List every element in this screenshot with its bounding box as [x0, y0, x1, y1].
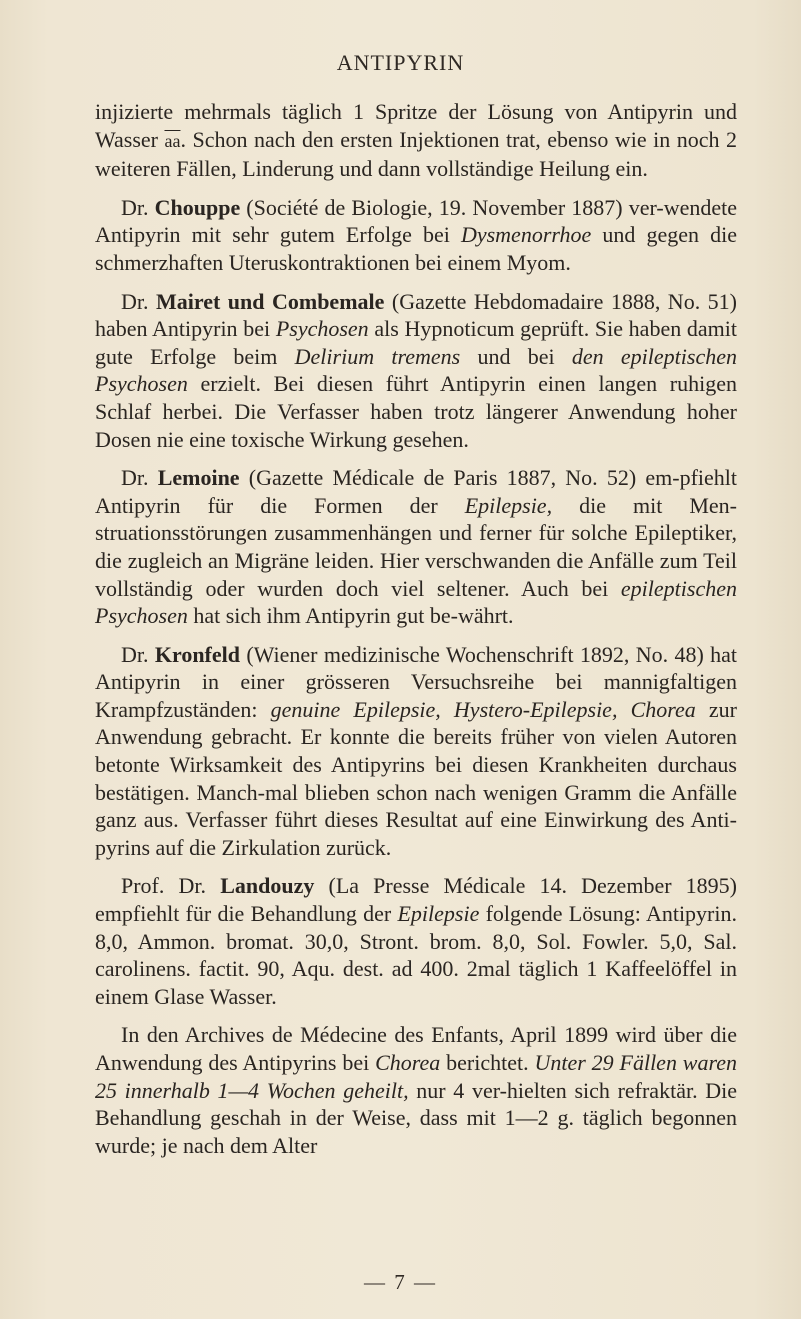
- running-header: ANTIPYRIN: [336, 50, 465, 75]
- author-name: Lemoine: [157, 465, 240, 491]
- italic-term: genuine Epilepsie, Hystero-Epilepsie, Chorea: [270, 696, 696, 722]
- paragraph-continuation: [95, 98, 737, 183]
- italic-term: Epilepsie,: [464, 492, 553, 518]
- text-run: hat sich ihm Antipyrin gut be-währt.: [187, 603, 514, 629]
- text-run: (La Presse Médicale 14. Dezember 1895) empfiehlt für die Behandlung der: [95, 873, 737, 927]
- italic-term: Delirium tremens: [294, 343, 461, 369]
- text-run: injizierte mehrmals täglich 1 Spritze der Lösung von Antipyrin und Wasser: [95, 99, 737, 152]
- page-number: — 7 —: [364, 1270, 437, 1294]
- body-text: [95, 98, 737, 1170]
- text-run: Prof. Dr.: [121, 873, 221, 899]
- paragraph-lemoine: [95, 464, 737, 630]
- text-run: berichtet.: [440, 1050, 535, 1075]
- italic-term: Dysmenorrhoe: [460, 222, 592, 248]
- text-run: nur 4 ver-hielten sich refraktär. Die Behandlung geschah in der Weise, dass mit 1—2 g. täglich begonnen wurde; je nach dem Alter: [95, 1077, 738, 1158]
- text-run: Dr.: [121, 288, 156, 314]
- author-name: Landouzy: [220, 873, 315, 899]
- author-name: Kronfeld: [154, 641, 240, 667]
- italic-term: den epileptischen Psychosen: [95, 343, 737, 397]
- paragraph-mairet: [95, 288, 737, 454]
- text-run: (Société de Biologie, 19. November 1887) ver-wendete Antipyrin mit sehr gutem Erfolge bei: [95, 194, 737, 248]
- text-run: die mit Men-struationsstörungen zusammenhängen und ferner für solche Epileptiker, die zugleich an Migräne leiden. Hier verschwanden die Anfälle zum Teil vollständig oder wurden doch viel seltener. Auch bei: [95, 492, 737, 601]
- paragraph-kronfeld: [95, 641, 737, 862]
- text-run: (Gazette Hebdomadaire 1888, No. 51) haben Antipyrin bei: [95, 288, 737, 342]
- text-run: Dr.: [121, 465, 158, 491]
- text-run: erzielt. Bei diesen führt Antipyrin einen langen ruhigen Schlaf herbei. Die Verfasser haben trotz längerer Anwendung hoher Dosen nie eine toxische Wirkung gesehen.: [95, 371, 737, 452]
- aa-abbreviation: $\overline{aa}$: [164, 130, 181, 151]
- text-run: und gegen die schmerzhaften Uteruskontraktionen bei einem Myom.: [95, 222, 738, 275]
- text-run: und bei: [460, 343, 572, 369]
- italic-term: Chorea: [375, 1050, 441, 1075]
- paragraph-chouppe: [95, 194, 737, 277]
- text-run: als Hypnoticum geprüft. Sie haben damit gute Erfolge beim: [95, 316, 737, 369]
- author-name: Chouppe: [154, 194, 241, 220]
- italic-term: epileptischen Psychosen: [95, 575, 737, 629]
- text-run: folgende Lösung: Antipyrin. 8,0, Ammon. bromat. 30,0, Stront. brom. 8,0, Sol. Fowler. 5,0, Sal. carolinens. factit. 90, Aqu. dest. ad 400. 2mal täglich 1 Kaffeelöffel in einem Glase Wasser.: [95, 901, 737, 1009]
- italic-term: Psychosen: [275, 316, 369, 342]
- text-run: In den Archives de Médecine des Enfants, April 1899 wird über die Anwendung des Antipyrins bei: [95, 1022, 737, 1075]
- italic-term: Unter 29 Fällen waren 25 innerhalb 1—4 Wochen geheilt,: [95, 1050, 737, 1103]
- paragraph-landouzy: [95, 872, 737, 1010]
- text-run: Dr.: [121, 641, 155, 667]
- text-run: . Schon nach den ersten Injektionen trat, ebenso wie in noch 2 weiteren Fällen, Linderung und dann vollständige Heilung ein.: [95, 126, 737, 182]
- text-run: (Gazette Médicale de Paris 1887, No. 52) em-pfiehlt Antipyrin für die Formen der: [95, 465, 738, 518]
- text-run: Dr.: [121, 194, 155, 220]
- paragraph-archives: [95, 1021, 737, 1159]
- italic-term: Epilepsie: [397, 901, 480, 927]
- author-name: Mairet und Combemale: [155, 288, 385, 314]
- text-run: zur Anwendung gebracht. Er konnte die bereits früher von vielen Autoren betonte Wirksamkeit des Antipyrins bei diesen Krankheiten durchaus bestätigen. Manch-mal blieben schon nach wenigen Gramm die Anfälle ganz aus. Verfasser führt dieses Resultat auf eine Einwirkung des Anti-pyrins auf die Zirkulation zurück.: [95, 696, 737, 860]
- text-run: (Wiener medizinische Wochenschrift 1892, No. 48) hat Antipyrin in einer grösseren Versuchsreihe bei mannigfaltigen Krampfzuständen:: [95, 641, 737, 722]
